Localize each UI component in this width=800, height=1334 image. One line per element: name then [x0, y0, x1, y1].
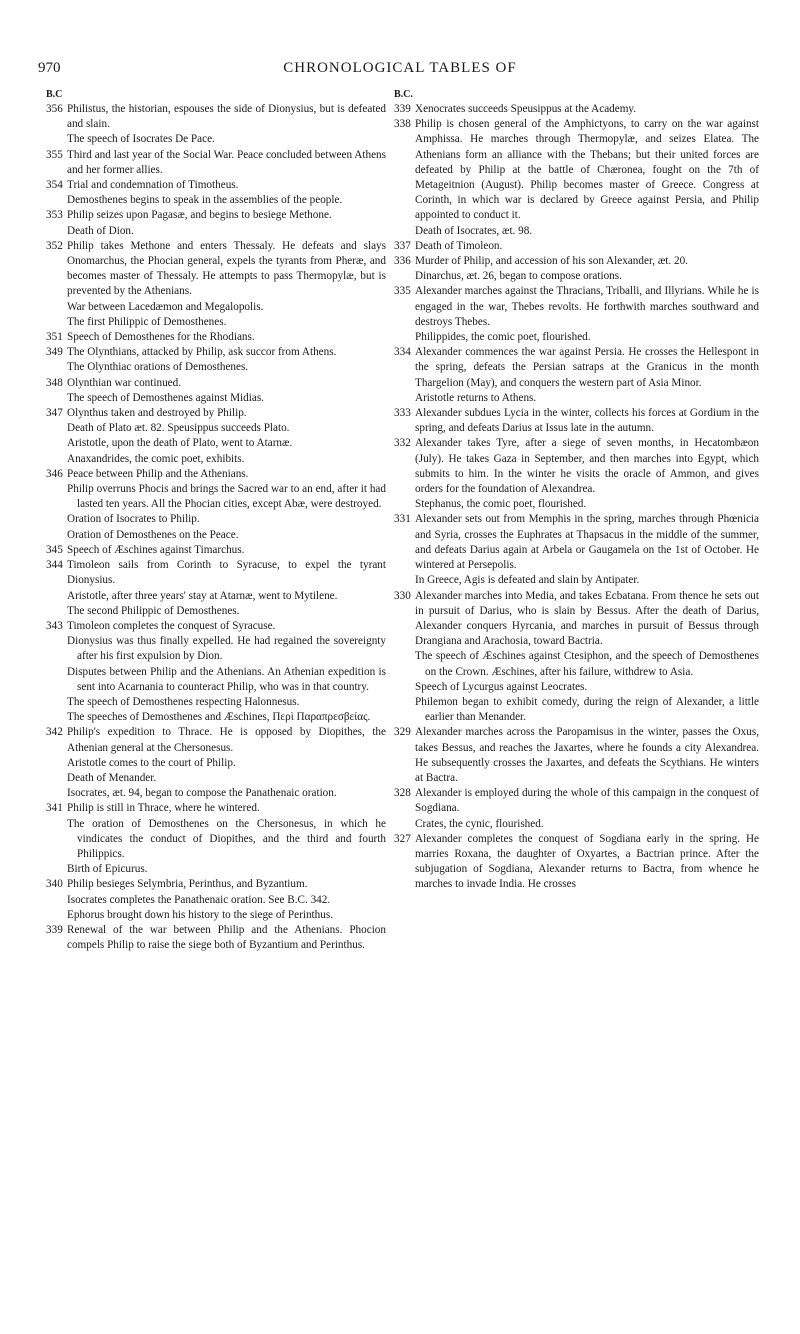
chronology-subentry [394, 391, 759, 406]
entry-text: Philip besieges Selymbria, Perinthus, and Byzantium. [67, 878, 308, 891]
chronology-entry [46, 376, 386, 391]
entry-text: Alexander subdues Lycia in the winter, collects his forces at Gordium in the spring, and defeats Darius at Issus late in the autumn. [415, 407, 759, 435]
subentry-text: Death of Menander. [67, 771, 157, 784]
subentry-text: War between Lacedæmon and Megalopolis. [67, 300, 264, 313]
entry-year: 336 [394, 255, 411, 268]
subentry-text: Death of Isocrates, æt. 98. [415, 224, 533, 237]
chronology-subentry [46, 391, 386, 406]
chronology-entry [46, 543, 386, 558]
chronology-subentry [46, 421, 386, 436]
entry-text: The Olynthians, attacked by Philip, ask succor from Athens. [67, 346, 337, 359]
subentry-text: Aristotle, upon the death of Plato, went to Atarnæ. [67, 437, 293, 450]
left-column [46, 88, 386, 953]
subentry-text: Stephanus, the comic poet, flourished. [415, 498, 587, 511]
chronology-entry [46, 877, 386, 892]
entry-text: Third and last year of the Social War. Peace concluded between Athens and her former allies. [67, 148, 386, 176]
chronology-subentry [46, 786, 386, 801]
subentry-text: Philip overruns Phocis and brings the Sacred war to an end, after it had lasted ten years. All the Phocian cities, except Abæ, were destroyed. [67, 483, 386, 511]
subentry-text: Demosthenes begins to speak in the assemblies of the people. [67, 194, 343, 207]
chronology-subentry [46, 528, 386, 543]
chronology-entry [394, 345, 759, 391]
entry-year: 351 [46, 331, 63, 344]
subentry-text: Anaxandrides, the comic poet, exhibits. [67, 452, 245, 465]
subentry-text: Philippides, the comic poet, flourished. [415, 331, 591, 344]
entry-year: 333 [394, 407, 411, 420]
subentry-text: Ephorus brought down his history to the siege of Perinthus. [67, 908, 333, 921]
entry-text: Alexander sets out from Memphis in the spring, marches through Phœnicia and Syria, crosses the Euphrates at Thapsacus in the middle of the summer, and defeats Darius again at Arbela or Gaugamela on the 1st of October. He wintered at Persepolis. [415, 513, 759, 572]
subentry-text: The second Philippic of Demosthenes. [67, 604, 240, 617]
chronology-subentry [46, 360, 386, 375]
entry-year: 356 [46, 103, 63, 115]
entry-year: 332 [394, 437, 411, 450]
chronology-subentry [394, 269, 759, 284]
chronology-subentry [46, 862, 386, 877]
chronology-entry [394, 512, 759, 573]
chronology-subentry [46, 771, 386, 786]
entry-year: 327 [394, 832, 411, 845]
entry-year: 349 [46, 346, 63, 359]
chronology-entry [46, 801, 386, 816]
entry-year: 354 [46, 179, 63, 192]
chronology-subentry [394, 330, 759, 345]
chronology-subentry [46, 817, 386, 863]
entry-year: 334 [394, 346, 411, 359]
chronology-subentry [46, 908, 386, 923]
chronology-entry [394, 284, 759, 330]
subentry-text: Oration of Isocrates to Philip. [67, 513, 200, 526]
page-header [38, 60, 762, 82]
entry-year: 330 [394, 589, 411, 602]
subentry-text: Aristotle, after three years' stay at Atarnæ, went to Mytilene. [67, 589, 338, 602]
chronology-subentry [394, 573, 759, 588]
chronology-entry [394, 436, 759, 497]
chronology-entry [394, 406, 759, 436]
chronology-subentry [46, 893, 386, 908]
chronology-entry [394, 239, 759, 254]
chronology-subentry [46, 512, 386, 527]
subentry-text: The speeches of Demosthenes and Æschines, Περὶ Παραπρεσβείας. [67, 711, 371, 724]
subentry-text: Death of Dion. [67, 224, 134, 237]
chronology-subentry [394, 224, 759, 239]
chronology-subentry [394, 817, 759, 832]
chronology-subentry [394, 497, 759, 512]
chronology-subentry [46, 710, 386, 725]
entry-text: Alexander commences the war against Persia. He crosses the Hellespont in the spring, defeats the Persian satraps at the Granicus in the month Thargelion (May), and conquers the western part of Asia Minor. [415, 346, 759, 389]
chronology-entry [394, 117, 759, 223]
chronology-entry [394, 589, 759, 650]
entry-text: Alexander marches against the Thracians, Triballi, and Illyrians. While he is engaged in the war, Thebes revolts. He forthwith marches southward and destroys Thebes. [415, 285, 759, 328]
entry-year: 339 [46, 923, 63, 936]
running-title: CHRONOLOGICAL TABLES OF [283, 60, 517, 76]
subentry-text: The speech of Isocrates De Pace. [67, 133, 215, 146]
page-number: 970 [38, 60, 61, 76]
chronology-entry [46, 208, 386, 223]
chronology-subentry [46, 193, 386, 208]
chronology-entry [394, 832, 759, 893]
subentry-text: The speech of Demosthenes against Midias. [67, 391, 264, 404]
chronology-subentry [394, 695, 759, 725]
entry-year: 346 [46, 467, 63, 480]
chronology-subentry [46, 665, 386, 695]
subentry-text: The oration of Demosthenes on the Chersonesus, in which he vindicates the conduct of Diopithes, and the third and fourth Philippics. [67, 817, 386, 860]
entry-text: Alexander marches into Media, and takes Ecbatana. From thence he sets out in pursuit of Darius, who is slain by Bessus. After the death of Darius, Alexander conquers Hyrcania, and marches in pursuit of Bessus through Drangiana and Arachosia, toward Bactria. [415, 589, 759, 648]
entry-year: 340 [46, 878, 63, 891]
entry-text: Speech of Demosthenes for the Rhodians. [67, 331, 255, 344]
subentry-text: Dinarchus, æt. 26, began to compose orations. [415, 270, 622, 283]
chronology-subentry [46, 482, 386, 512]
entry-text: Peace between Philip and the Athenians. [67, 467, 249, 480]
chronology-subentry [46, 436, 386, 451]
chronology-entry [46, 102, 386, 132]
chronology-entry [394, 725, 759, 786]
entry-text: Philip is chosen general of the Amphictyons, to carry on the war against Amphissa. He marches through Thermopylæ, and seizes Elatea. The Athenians form an alliance with the Thebans; but their united forces are defeated by Philip at the battle of Chæronea, fought on the 7th of Metageitnion (August). Philip becomes master of Greece. Congress at Corinth, in which war is declared by Greece against Persia, and Philip appointed to conduct it. [415, 118, 759, 222]
entry-text: Philip takes Methone and enters Thessaly. He defeats and slays Onomarchus, the Phocian general, expels the tyrants from Pheræ, and becomes master of Thessaly. He attempts to pass Thermopylæ, but is prevented by the Athenians. [67, 239, 386, 298]
chronology-subentry [46, 695, 386, 710]
entry-year: 339 [394, 103, 411, 115]
subentry-text: Aristotle returns to Athens. [415, 391, 537, 404]
chronology-entry [46, 467, 386, 482]
subentry-text: Isocrates completes the Panathenaic oration. See B.C. 342. [67, 893, 331, 906]
entry-text: Alexander is employed during the whole of this campaign in the conquest of Sogdiana. [415, 787, 759, 815]
chronology-entry [46, 330, 386, 345]
chronology-entry [46, 558, 386, 588]
entry-text: Philip seizes upon Pagasæ, and begins to besiege Methone. [67, 209, 332, 222]
entry-text: Speech of Æschines against Timarchus. [67, 543, 245, 556]
entry-text: Philistus, the historian, espouses the side of Dionysius, but is defeated and slain. [67, 103, 386, 131]
entry-year: 345 [46, 543, 63, 556]
subentry-text: Dionysius was thus finally expelled. He had regained the sovereignty after his first expulsion by Dion. [67, 635, 386, 663]
subentry-text: The speech of Æschines against Ctesiphon, and the speech of Demosthenes on the Crown. Æschines, after his failure, withdrew to Asia. [415, 650, 759, 678]
era-label: B.C. [394, 89, 413, 100]
entry-year: 331 [394, 513, 411, 526]
chronology-subentry [46, 604, 386, 619]
subentry-text: The Olynthiac orations of Demosthenes. [67, 361, 249, 374]
entry-text: Alexander completes the conquest of Sogdiana early in the spring. He marries Roxana, the daughter of Oxyartes, a Bactrian prince. After the subjugation of Sogdiana, Alexander returns to Bactra, from whence he marches to invade India. He crosses [415, 832, 759, 891]
entry-text: Murder of Philip, and accession of his son Alexander, æt. 20. [415, 255, 688, 268]
entry-year: 341 [46, 802, 63, 815]
subentry-text: Isocrates, æt. 94, began to compose the Panathenaic oration. [67, 787, 337, 800]
subentry-text: The speech of Demosthenes respecting Halonnesus. [67, 695, 300, 708]
subentry-text: Disputes between Philip and the Athenians. An Athenian expedition is sent into Acarnania to counteract Philip, who was in that country. [67, 665, 386, 693]
entry-text: Death of Timoleon. [415, 239, 503, 252]
entry-text: Alexander takes Tyre, after a siege of seven months, in Hecatombæon (July). He takes Gaza in September, and then marches into Egypt, which submits to him. In the winter he visits the oracle of Ammon, and gives orders for the foundation of Alexandrea. [415, 437, 759, 496]
era-label: B.C [46, 89, 63, 100]
subentry-text: In Greece, Agis is defeated and slain by Antipater. [415, 574, 640, 587]
chronology-subentry [46, 300, 386, 315]
chronology-subentry [46, 452, 386, 467]
subentry-text: Oration of Demosthenes on the Peace. [67, 528, 239, 541]
chronology-subentry [46, 634, 386, 664]
subentry-text: Crates, the cynic, flourished. [415, 817, 544, 830]
chronology-entry [46, 148, 386, 178]
subentry-text: Speech of Lycurgus against Leocrates. [415, 680, 588, 693]
chronology-entry [394, 786, 759, 816]
chronology-subentry [46, 132, 386, 147]
chronology-entry [46, 923, 386, 953]
chronology-entry [46, 619, 386, 634]
chronology-subentry [46, 315, 386, 330]
chronology-entry [46, 239, 386, 300]
entry-text: Xenocrates succeeds Speusippus at the Academy. [415, 103, 637, 115]
chronology-entry [394, 102, 759, 117]
entry-year: 344 [46, 559, 63, 572]
subentry-text: Philemon began to exhibit comedy, during the reign of Alexander, a little earlier than Menander. [415, 695, 759, 724]
entry-year: 337 [394, 239, 411, 252]
chronology-subentry [394, 680, 759, 695]
entry-year: 353 [46, 209, 63, 222]
subentry-text: Death of Plato æt. 82. Speusippus succeeds Plato. [67, 422, 290, 435]
entry-year: 329 [394, 726, 411, 739]
entry-year: 328 [394, 787, 411, 800]
chronology-entry [46, 178, 386, 193]
subentry-text: Birth of Epicurus. [67, 863, 148, 876]
entry-text: Timoleon completes the conquest of Syracuse. [67, 619, 276, 632]
chronology-subentry [46, 756, 386, 771]
chronology-entry [46, 725, 386, 755]
chronology-subentry [394, 649, 759, 679]
entry-text: Olynthus taken and destroyed by Philip. [67, 407, 247, 420]
chronology-subentry [46, 589, 386, 604]
entry-year: 335 [394, 285, 411, 298]
entry-text: Philip is still in Thrace, where he wintered. [67, 802, 260, 815]
chronology-entry [394, 254, 759, 269]
entry-year: 348 [46, 376, 63, 389]
entry-text: Timoleon sails from Corinth to Syracuse, to expel the tyrant Dionysius. [67, 559, 386, 587]
entry-text: Trial and condemnation of Timotheus. [67, 179, 239, 192]
entry-text: Alexander marches across the Paropamisus in the winter, passes the Oxus, takes Bessus, and reaches the Jaxartes, where he founds a city Alexandrea. He subsequently crosses the Jaxartes, and defeats the Scythians. He winters at Bactra. [415, 726, 759, 784]
entry-year: 355 [46, 148, 63, 161]
subentry-text: Aristotle comes to the court of Philip. [67, 756, 236, 769]
entry-year: 343 [46, 619, 63, 632]
right-column [394, 88, 759, 893]
entry-text: Renewal of the war between Philip and the Athenians. Phocion compels Philip to raise the siege both of Byzantium and Perinthus. [67, 923, 386, 952]
entry-year: 347 [46, 407, 63, 420]
entry-text: Olynthian war continued. [67, 376, 182, 389]
entry-year: 338 [394, 118, 411, 131]
subentry-text: The first Philippic of Demosthenes. [67, 315, 227, 328]
chronology-entry [46, 345, 386, 360]
entry-year: 352 [46, 239, 63, 252]
chronology-subentry [46, 224, 386, 239]
entry-text: Philip's expedition to Thrace. He is opposed by Diopithes, the Athenian general at the Chersonesus. [67, 726, 386, 754]
chronology-entry [46, 406, 386, 421]
entry-year: 342 [46, 726, 63, 739]
